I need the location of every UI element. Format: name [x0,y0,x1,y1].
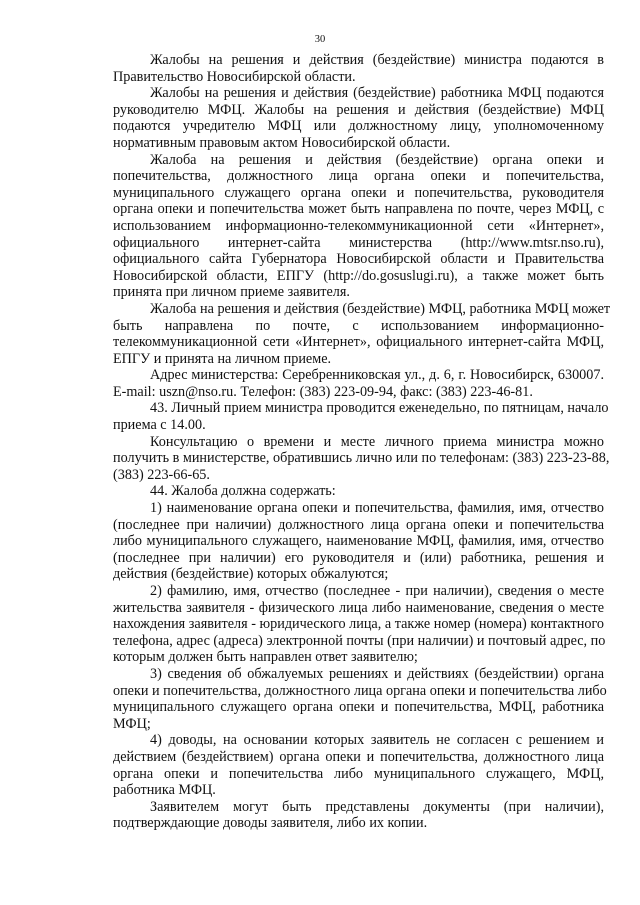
text-line: принята при личном приеме заявителя. [113,284,350,301]
text-line: (последнее при наличии) должностного лица органа опеки и попечительства [113,516,604,533]
document-body [76,52,611,832]
text-line: Новосибирской области, ЕПГУ (http://do.gosuslugi.ru), а также может быть [113,267,604,284]
text-line: действия (бездействие) которых обжалуются; [113,566,389,583]
paragraph [76,500,604,583]
text-line: органа опеки и попечительства может быть направлена по почте, через МФЦ, с [113,201,604,218]
text-line: МФЦ; [113,715,151,732]
text-line: органа опеки и попечительства либо муниципального служащего, МФЦ, [113,765,604,782]
text-line: E-mail: uszn@nso.ru. Телефон: (383) 223-09-94, факс: (383) 223-46-81. [113,383,533,400]
text-line: Жалоба на решения и действия (бездействие) органа опеки и [150,151,604,168]
text-line: опеки и попечительства, должностного лица органа опеки и попечительства либо [113,682,607,699]
text-line: Жалобы на решения и действия (бездействие) министра подаются в [150,52,604,68]
text-line: использованием информационно-телекоммуникационной сети «Интернет», [113,217,604,234]
text-line: Заявителем могут быть представлены документы (при наличии), [150,798,604,815]
text-line: работника МФЦ. [113,782,216,799]
paragraph [76,300,611,367]
text-line: руководителю МФЦ. Жалобы на решения и действия (бездействие) МФЦ [113,101,604,118]
paragraph [76,400,609,434]
text-line: жительства заявителя - физического лица либо наименование, сведения о месте [113,599,604,616]
text-line: 3) сведения об обжалуемых решениях и действиях (бездействии) органа [150,665,604,682]
paragraph [76,583,604,666]
paragraph [76,732,604,798]
text-line: получить в министерстве, обратившись лично или по телефонам: (383) 223-23-88, [113,450,610,467]
text-line: телекоммуникационной сети «Интернет», официального интернет-сайта МФЦ, [113,334,604,351]
text-line: нормативным правовым актом Новосибирской области. [113,134,451,151]
text-line: 43. Личный прием министра проводится еженедельно, по пятницам, начало [150,400,609,417]
text-line: подтверждающие доводы заявителя, либо их копии. [113,815,428,832]
text-line: либо муниципального служащего, наименование МФЦ, фамилия, имя, отчество [113,533,604,550]
paragraph [76,367,604,400]
text-line: Жалоба на решения и действия (бездействие) МФЦ, работника МФЦ может [150,300,611,317]
text-line: муниципального служащего органа опеки и попечительства, руководителя [113,184,604,201]
text-line: Жалобы на решения и действия (бездействие) работника МФЦ подаются [150,85,604,102]
text-line: Адрес министерства: Серебренниковская ул., д. 6, г. Новосибирск, 630007. [150,367,604,384]
text-line: которым должен быть направлен ответ заявителю; [113,649,418,666]
paragraph [76,665,607,732]
text-line: 44. Жалоба должна содержать: [150,483,336,500]
text-line: официального интернет-сайта министерства (http://www.mtsr.nso.ru), [113,234,604,251]
paragraph [76,433,610,484]
paragraph [76,799,604,832]
text-line: Консультацию о времени и месте личного приема министра можно [150,433,604,450]
text-line: действием (бездействием) органа опеки и попечительства, должностного лица [113,748,604,765]
text-line: (последнее при наличии) его руководителя и (или) работника, решения и [113,549,604,566]
paragraph [76,152,604,301]
paragraph [76,483,604,500]
page-number: 30 [314,34,326,45]
paragraph [76,85,604,151]
text-line: подаются учредителю МФЦ или должностному лицу, уполномоченному [113,118,604,135]
text-line: муниципального служащего органа опеки и попечительства, МФЦ, работника [113,699,604,716]
text-line: ЕПГУ и принята на личном приеме. [113,350,332,367]
text-line: Правительство Новосибирской области. [113,68,356,85]
text-line: 4) доводы, на основании которых заявитель не согласен с решением и [150,732,604,749]
text-line: приема с 14.00. [113,417,206,434]
text-line: официального сайта Губернатора Новосибирской области и Правительства [113,251,604,268]
text-line: попечительства, должностного лица органа опеки и попечительства, [113,168,604,185]
text-line: быть направлена по почте, с использованием информационно- [113,317,604,334]
text-line: 1) наименование органа опеки и попечительства, фамилия, имя, отчество [150,500,604,517]
text-line: 2) фамилию, имя, отчество (последнее - при наличии), сведения о месте [150,583,604,599]
paragraph [76,52,604,85]
text-line: телефона, адрес (адреса) электронной почты (при наличии) и почтовый адрес, по [113,632,606,649]
text-line: нахождения заявителя - юридического лица, а также номер (номера) контактного [113,616,604,633]
text-line: (383) 223-66-65. [113,466,210,483]
